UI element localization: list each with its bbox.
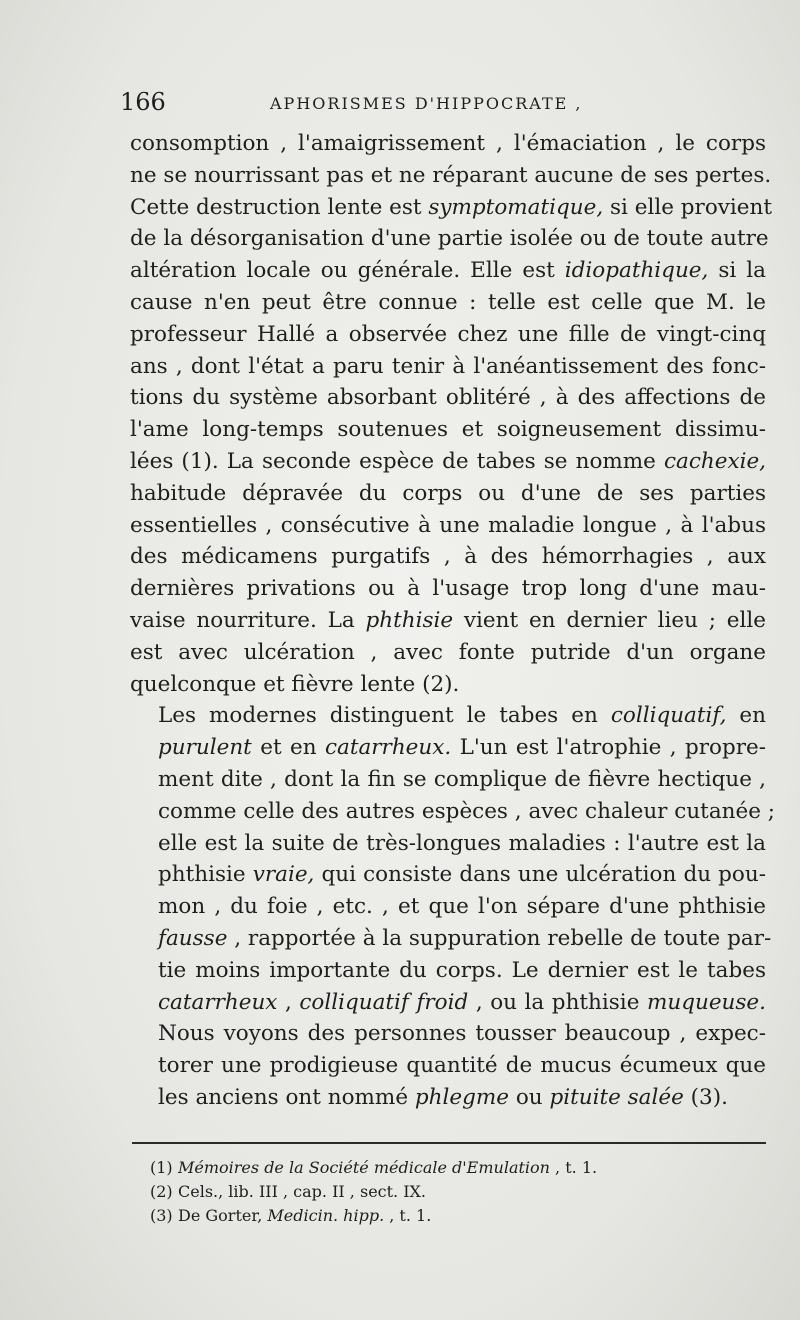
paragraph-1-line: consomption , l'amaigrissement , l'émaciation , le corps <box>130 131 766 156</box>
page-number: 166 <box>120 88 166 116</box>
paragraph-2-line: ment dite , dont la fin se complique de fièvre hectique , <box>158 766 766 792</box>
paragraph-2-line: catarrheux , colliquatif froid , ou la phthisie muqueuse. <box>158 989 766 1015</box>
footnote-3 <box>150 1204 750 1228</box>
footnote-mark: (1) <box>150 1158 173 1177</box>
paragraph-2-line: tie moins importante du corps. Le dernier est le tabes <box>158 957 766 983</box>
paragraph-1-line: l'ame long-temps soutenues et soigneusement dissimu- <box>130 417 766 443</box>
paragraph-2-line: fausse , rapportée à la suppuration rebelle de toute par- <box>158 925 772 951</box>
paragraph-1-line: vaise nourriture. La phthisie vient en dernier lieu ; elle <box>130 607 766 633</box>
footnote-text: Mémoires de la Société médicale d'Emulation , t. 1. <box>178 1158 598 1177</box>
paragraph-1-line: habitude dépravée du corps ou d'une de ses parties <box>130 480 766 506</box>
paragraph-2-line: torer une prodigieuse quantité de mucus écumeux que <box>158 1053 766 1079</box>
paragraph-1-line: de la désorganisation d'une partie isolée ou de toute autre <box>130 226 769 252</box>
page-header <box>120 88 770 124</box>
running-title: APHORISMES D'HIPPOCRATE , <box>270 94 583 113</box>
paragraph-1-line: quelconque et fièvre lente (2). <box>130 671 460 697</box>
paragraph-1-line: tions du système absorbant oblitéré , à des affections de <box>130 385 766 411</box>
paragraph-1-line: dernières privations ou à l'usage trop long d'une mau- <box>130 576 766 602</box>
paragraph-1-line: lées (1). La seconde espèce de tabes se nomme cachexie, <box>130 448 766 474</box>
footnote-rule <box>132 1142 766 1144</box>
paragraph-1 <box>130 128 773 700</box>
footnote-1 <box>150 1156 750 1180</box>
footnote-mark: (2) <box>150 1182 173 1201</box>
paragraph-2-line: comme celle des autres espèces , avec chaleur cutanée ; <box>158 798 776 824</box>
paragraph-2-line: purulent et en catarrheux. L'un est l'atrophie , propre- <box>158 735 766 761</box>
paragraph-1-line: essentielles , consécutive à une maladie longue , à l'abus <box>130 512 766 538</box>
paragraph-1-line: ans , dont l'état a paru tenir à l'anéantissement des fonc- <box>130 353 766 379</box>
paragraph-2-line: les anciens ont nommé phlegme ou pituite salée (3). <box>158 1084 728 1110</box>
paragraph-1-line: est avec ulcération , avec fonte putride d'un organe <box>130 639 766 665</box>
paragraph-1-line: ne se nourrissant pas et ne réparant aucune de ses pertes. <box>130 162 772 188</box>
footnote-text: De Gorter, Medicin. hipp. , t. 1. <box>178 1206 432 1225</box>
paragraph-1-line: professeur Hallé a observée chez une fille de vingt-cinq <box>130 321 766 347</box>
paragraph-2-line: Les modernes distinguent le tabes en colliquatif, en <box>158 703 767 729</box>
paragraph-1-line: des médicamens purgatifs , à des hémorrhagies , aux <box>130 544 766 570</box>
paragraph-2 <box>130 700 776 1113</box>
paragraph-1-line: Cette destruction lente est symptomatique, si elle provient <box>130 194 773 220</box>
paragraph-2-line: phthisie vraie, qui consiste dans une ulcération du pou- <box>158 862 766 888</box>
footnote-2 <box>150 1180 750 1204</box>
body-text <box>130 128 776 1114</box>
paragraph-1-line: altération locale ou générale. Elle est idiopathique, si la <box>130 258 766 284</box>
paragraph-2-line: Nous voyons des personnes tousser beaucoup , expec- <box>158 1021 766 1047</box>
paragraph-2-line: mon , du foie , etc. , et que l'on sépare d'une phthisie <box>158 894 766 920</box>
footnote-text: Cels., lib. III , cap. II , sect. IX. <box>178 1182 427 1201</box>
footnotes <box>150 1156 750 1228</box>
paragraph-2-line: elle est la suite de très-longues maladies : l'autre est la <box>158 830 766 856</box>
paragraph-1-line: cause n'en peut être connue : telle est celle que M. le <box>130 289 766 315</box>
footnote-mark: (3) <box>150 1206 173 1225</box>
